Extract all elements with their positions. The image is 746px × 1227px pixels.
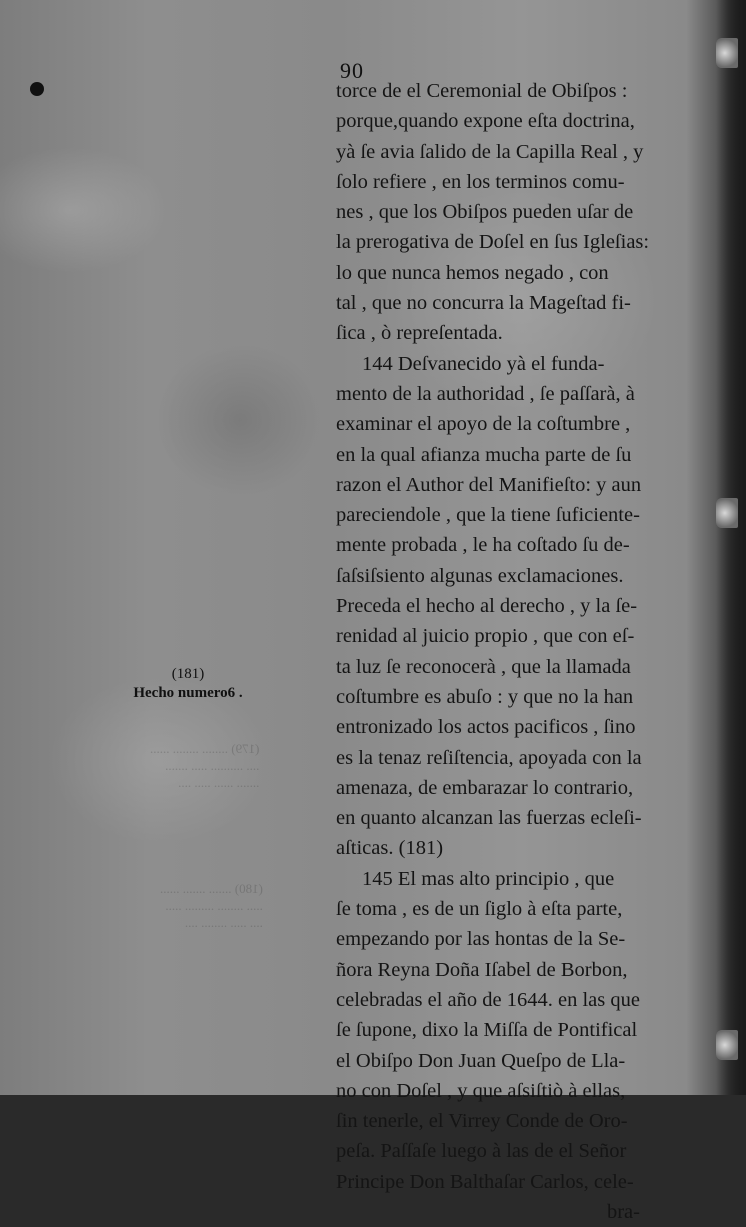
text-line: es la tenaz reſiſtencia, apoyada con la bbox=[336, 746, 642, 769]
text-line: ſaſsiſsiento algunas exclamaciones. bbox=[336, 564, 624, 587]
margin-note-title: Hecho numero6 . bbox=[133, 685, 243, 701]
text-line: ſe toma , es de un ſiglo à eſta parte, bbox=[336, 898, 623, 921]
text-line: ſica , ò repreſentada. bbox=[336, 322, 503, 345]
text-line: aſticas. (181) bbox=[336, 837, 444, 860]
text-line: nes , que los Obiſpos pueden uſar de bbox=[336, 201, 634, 224]
text-line: la prerogativa de Doſel en ſus Igleſias: bbox=[336, 231, 650, 254]
text-line: examinar el apoyo de la coſtumbre , bbox=[336, 413, 631, 436]
text-line: Preceda el hecho al derecho , y la ſe- bbox=[336, 595, 638, 618]
text-line: ñora Reyna Doña Iſabel de Borbon, bbox=[336, 958, 628, 981]
text-line: en quanto alcanzan las fuerzas ecleſi- bbox=[336, 807, 642, 830]
text-line: ſolo refiere , en los terminos comu- bbox=[336, 170, 625, 193]
margin-note-number: (181) bbox=[171, 666, 205, 682]
text-line: razon el Author del Manifieſto: y aun bbox=[336, 473, 642, 496]
text-line: torce de el Ceremonial de Obiſpos : bbox=[336, 80, 628, 102]
bleed-through-text: (179) ........ ........ ...... .... .......... ..... ....... ....... ...... ..... .... bbox=[150, 741, 260, 790]
text-line: porque,quando expone eſta doctrina, bbox=[336, 110, 635, 133]
text-line: el Obiſpo Don Juan Queſpo de Lla- bbox=[336, 1049, 626, 1072]
catchword: bra- bbox=[606, 1200, 640, 1223]
bleed-through-text: (180) ....... ....... ...... ..... ........ ......... ..... .... ..... ........ .... bbox=[160, 881, 263, 930]
text-line: ſe ſupone, dixo la Miſſa de Pontifical bbox=[336, 1019, 638, 1042]
margin-note bbox=[118, 665, 258, 703]
text-line: ſin tenerle, el Virrey Conde de Oro- bbox=[336, 1110, 628, 1133]
page-number: 90 bbox=[340, 58, 364, 83]
text-line: amenaza, de embarazar lo contrario, bbox=[336, 776, 634, 799]
binding-clip bbox=[716, 38, 738, 68]
ink-blot bbox=[30, 82, 44, 96]
text-line: empezando por las hontas de la Se- bbox=[336, 928, 626, 951]
text-line: pareciendole , que la tiene ſuficiente- bbox=[336, 504, 640, 527]
text-line: coſtumbre es abuſo : y que no la han bbox=[336, 685, 634, 708]
body-text bbox=[336, 76, 648, 1227]
text-line: renidad al juicio propio , que con eſ- bbox=[336, 625, 635, 648]
text-line: mente probada , le ha coſtado ſu de- bbox=[336, 534, 630, 557]
text-line: entronizado los actos pacificos , ſino bbox=[336, 716, 636, 739]
text-line: no con Doſel , y que aſsiſtiò à ellas, bbox=[336, 1079, 626, 1102]
text-line: celebradas el año de 1644. en las que bbox=[336, 988, 640, 1011]
text-line: mento de la authoridad , ſe paſſarà, à bbox=[336, 382, 635, 405]
text-line: lo que nunca hemos negado , con bbox=[336, 261, 609, 284]
paragraph-144-start: 144 Deſvanecido yà el funda- bbox=[362, 352, 605, 375]
paragraph-145-start: 145 El mas alto principio , que bbox=[362, 867, 615, 890]
text-line: en la qual afianza mucha parte de ſu bbox=[336, 443, 632, 466]
text-line: peſa. Paſſaſe luego à las de el Señor bbox=[336, 1140, 627, 1163]
text-line: yà ſe avia ſalido de la Capilla Real , y bbox=[336, 140, 644, 163]
binding-clip bbox=[716, 498, 738, 528]
binding-clip bbox=[716, 1030, 738, 1060]
text-line: Principe Don Balthaſar Carlos, cele- bbox=[336, 1170, 634, 1193]
text-line: ta luz ſe reconocerà , que la llamada bbox=[336, 655, 631, 678]
page-edge-shadow bbox=[716, 0, 746, 1095]
text-line: tal , que no concurra la Mageſtad fi- bbox=[336, 292, 631, 315]
